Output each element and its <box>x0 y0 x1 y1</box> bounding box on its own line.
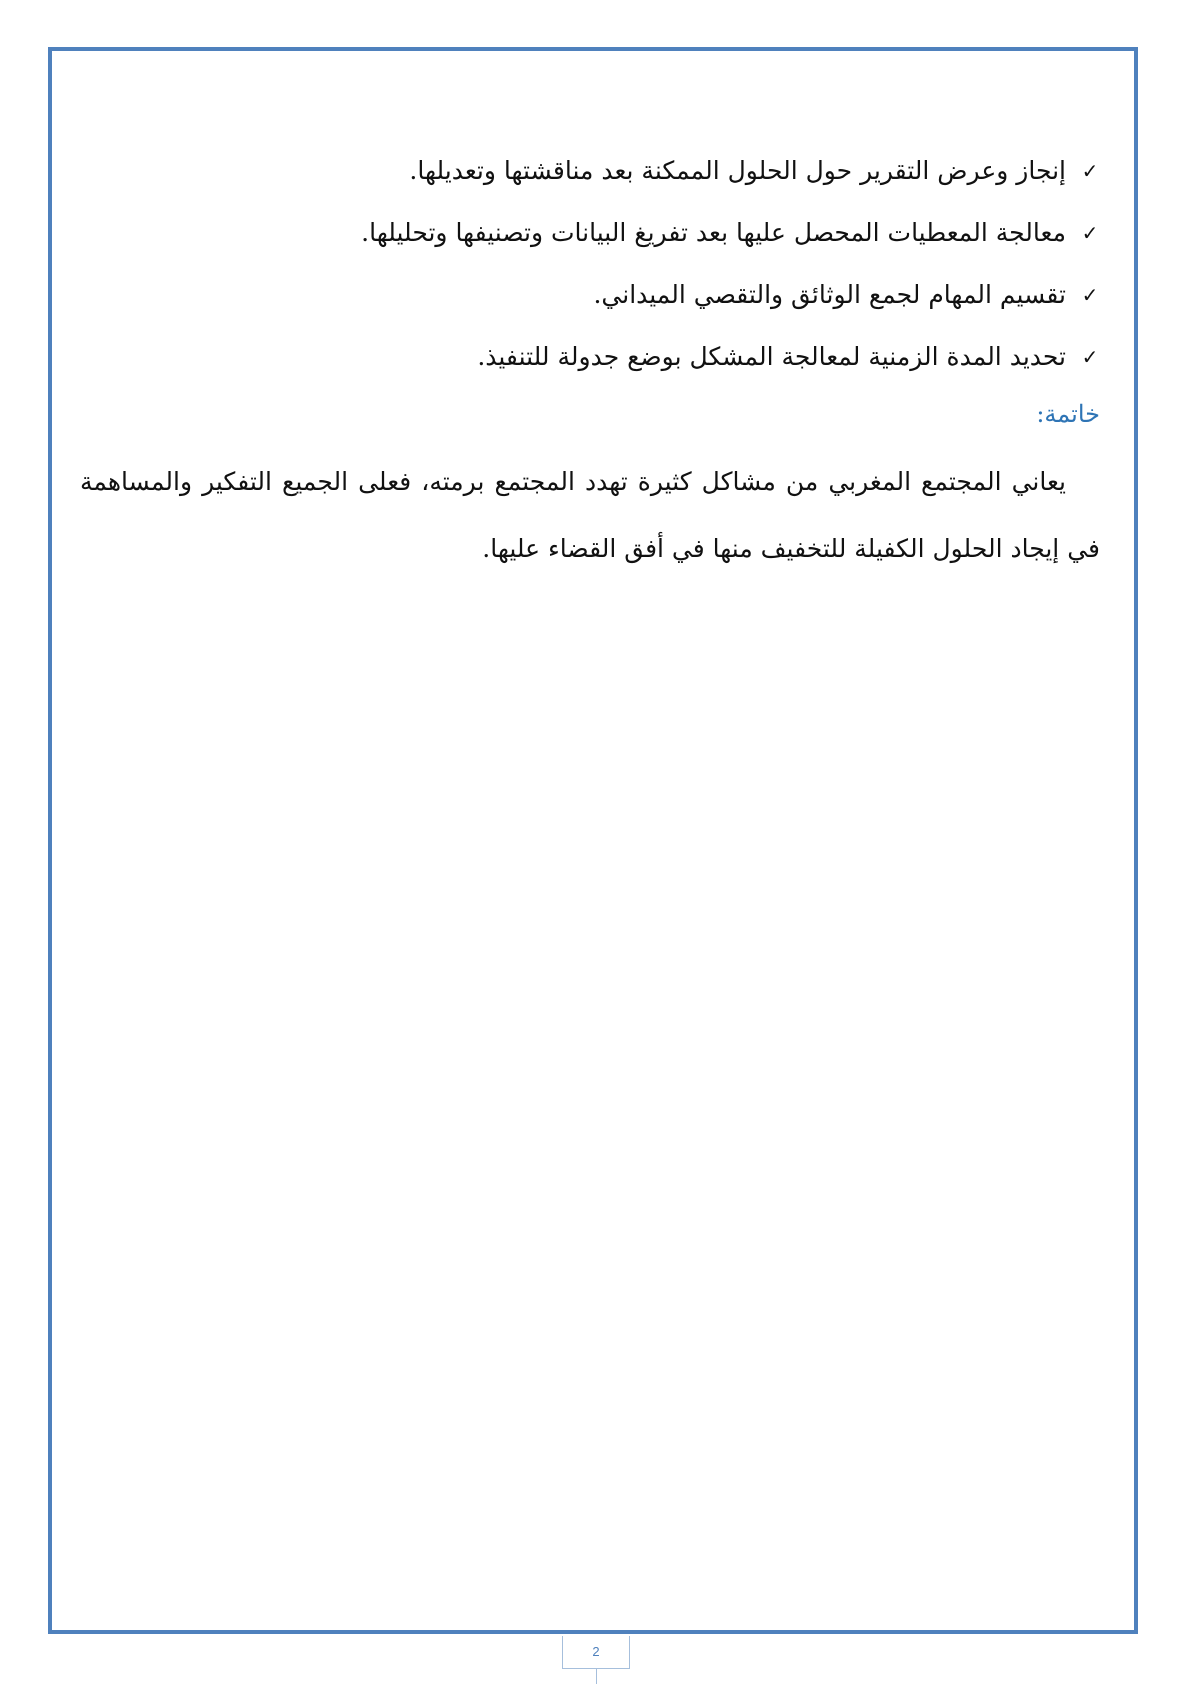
check-mark-icon: ✓ <box>1081 159 1099 183</box>
check-mark-icon: ✓ <box>1081 345 1099 369</box>
conclusion-heading: خاتمة: <box>1036 400 1100 428</box>
list-item <box>80 264 1100 326</box>
page-content <box>80 140 1100 582</box>
list-item <box>80 202 1100 264</box>
check-mark-icon: ✓ <box>1081 283 1099 307</box>
list-item-text: تحديد المدة الزمنية لمعالجة المشكل بوضع جدولة للتنفيذ. <box>477 342 1066 371</box>
list-item <box>80 326 1100 388</box>
list-item <box>80 140 1100 202</box>
conclusion-paragraph: يعاني المجتمع المغربي من مشاكل كثيرة تهدد المجتمع برمته، فعلى الجميع التفكير والمساهمة في إيجاد الحلول الكفيلة للتخفيف منها في أفق القضاء عليها. <box>80 467 1100 563</box>
page-number: 2 <box>562 1636 630 1669</box>
list-item-text: تقسيم المهام لجمع الوثائق والتقصي الميداني. <box>593 280 1066 309</box>
list-item-text: معالجة المعطيات المحصل عليها بعد تفريغ البيانات وتصنيفها وتحليلها. <box>361 218 1066 247</box>
check-mark-icon: ✓ <box>1081 221 1099 245</box>
page-number-connector <box>596 1669 597 1684</box>
checklist <box>80 140 1100 388</box>
list-item-text: إنجاز وعرض التقرير حول الحلول الممكنة بعد مناقشتها وتعديلها. <box>409 156 1066 185</box>
